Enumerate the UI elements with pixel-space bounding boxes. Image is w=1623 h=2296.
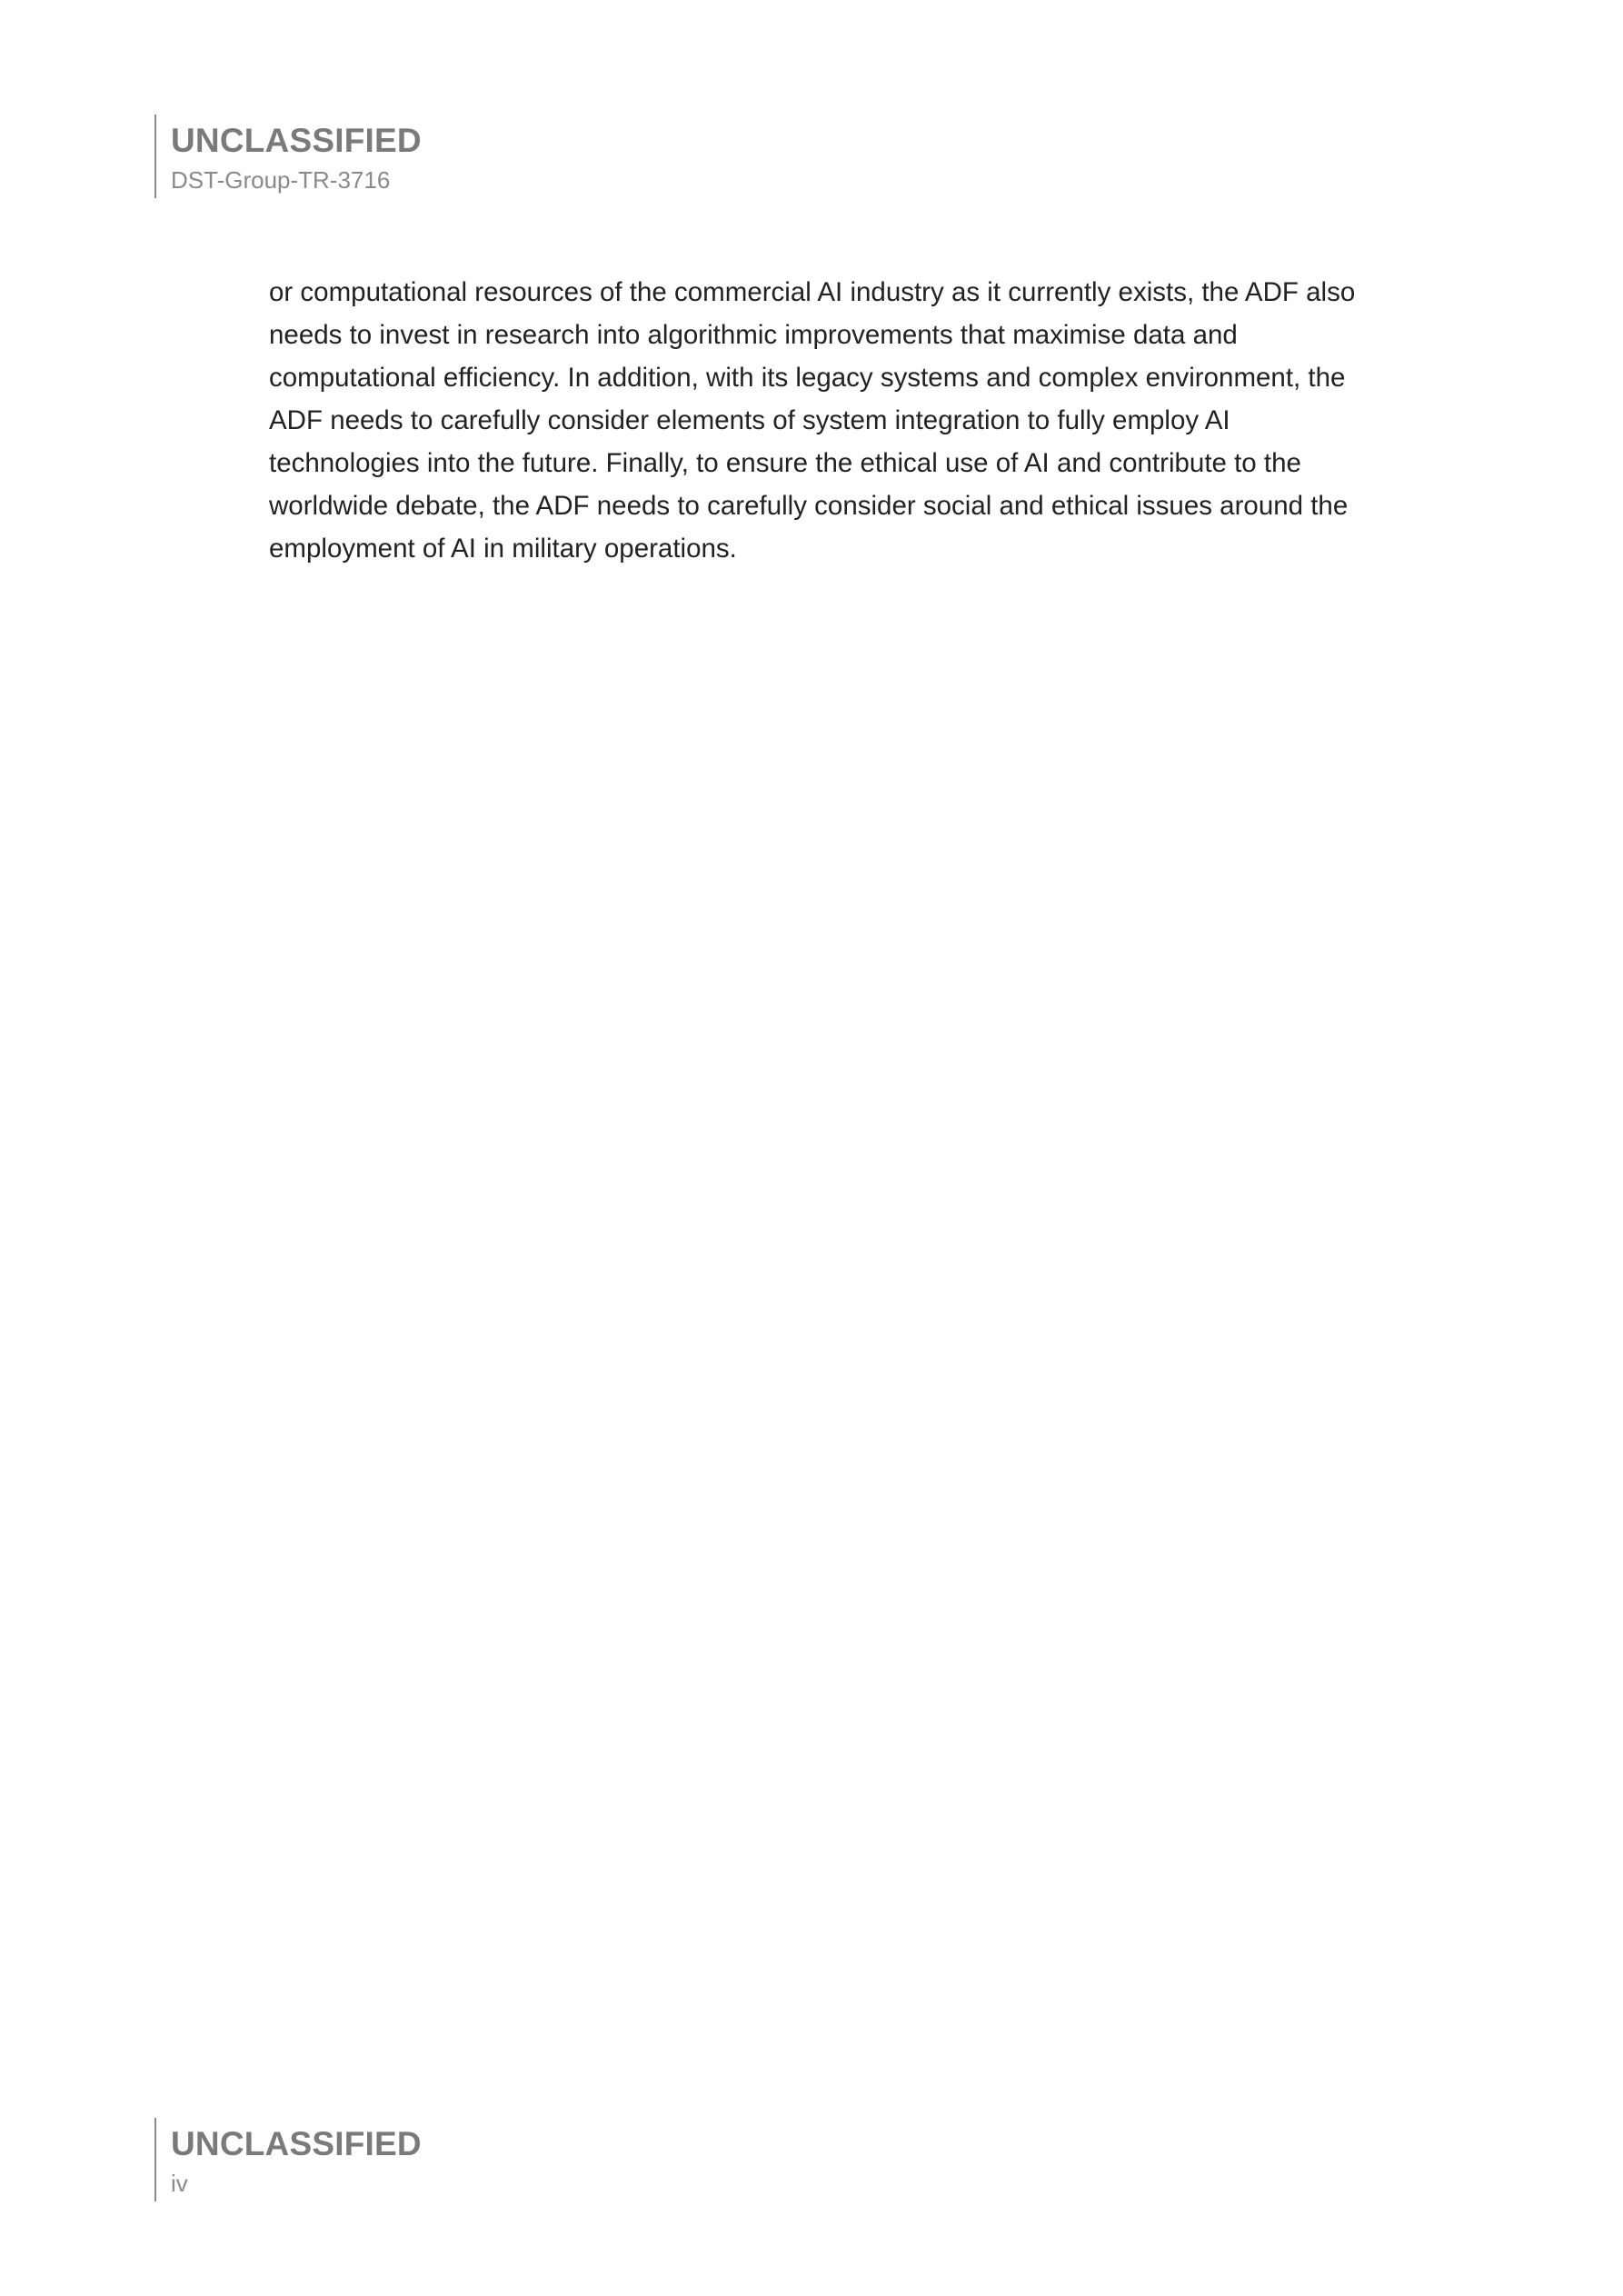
page-number: iv (171, 2170, 188, 2197)
paragraph-line: ADF needs to carefully consider elements of system integration to fully employ AI (269, 405, 1230, 435)
footer-classification-marking: UNCLASSIFIED (171, 2125, 422, 2162)
body-paragraph (269, 271, 1469, 570)
document-number: DST-Group-TR-3716 (171, 166, 391, 194)
paragraph-line: worldwide debate, the ADF needs to carefully consider social and ethical issues around the (269, 491, 1349, 521)
page-footer (154, 2118, 422, 2201)
paragraph-line: or computational resources of the commercial AI industry as it currently exists, the ADF also (269, 277, 1356, 307)
paragraph-line: employment of AI in military operations. (269, 534, 737, 564)
paragraph-line: technologies into the future. Finally, to ensure the ethical use of AI and contribute to the (269, 448, 1301, 478)
header-classification-marking: UNCLASSIFIED (171, 122, 422, 159)
paragraph-line: needs to invest in research into algorithmic improvements that maximise data and (269, 320, 1238, 350)
page-header (154, 115, 422, 198)
paragraph-line: computational efficiency. In addition, with its legacy systems and complex environment, the (269, 363, 1346, 393)
